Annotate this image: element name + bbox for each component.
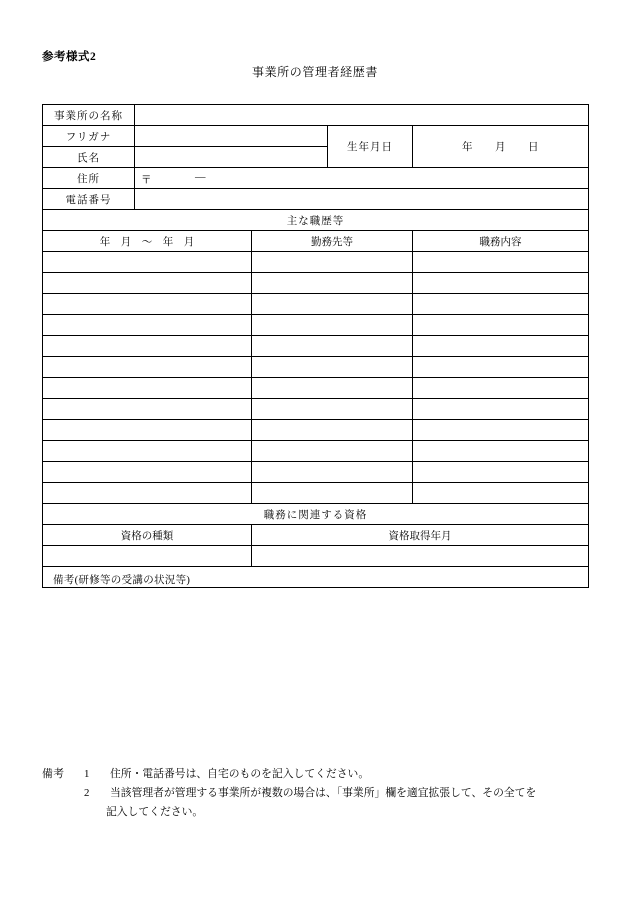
career-cell-duties[interactable] xyxy=(413,378,589,399)
table-row xyxy=(43,462,589,483)
career-cell-employer[interactable] xyxy=(252,294,413,315)
row-furigana xyxy=(43,126,589,147)
remarks-label: 備考(研修等の受講の状況等) xyxy=(53,574,191,586)
row-qualification-headers xyxy=(43,525,589,546)
dob-field[interactable]: 年 月 日 xyxy=(413,126,589,168)
career-cell-employer[interactable] xyxy=(252,336,413,357)
career-cell-employer[interactable] xyxy=(252,441,413,462)
page-title: 事業所の管理者経歴書 xyxy=(251,65,378,79)
career-cell-employer[interactable] xyxy=(252,252,413,273)
furigana-field[interactable] xyxy=(135,126,328,147)
career-cell-period[interactable] xyxy=(43,252,252,273)
career-cell-period[interactable] xyxy=(43,336,252,357)
row-phone xyxy=(43,189,589,210)
form-code: 参考様式2 xyxy=(42,51,97,63)
career-cell-employer[interactable] xyxy=(252,273,413,294)
career-cell-duties[interactable] xyxy=(413,252,589,273)
row-office-name xyxy=(43,105,589,126)
career-header-period: 年 月 ～ 年 月 xyxy=(43,231,252,252)
career-cell-duties[interactable] xyxy=(413,399,589,420)
career-cell-period[interactable] xyxy=(43,441,252,462)
career-cell-employer[interactable] xyxy=(252,399,413,420)
furigana-label: フリガナ xyxy=(43,126,135,147)
row-career-section-title xyxy=(43,210,589,231)
qualification-type-field[interactable] xyxy=(43,546,252,567)
career-cell-period[interactable] xyxy=(43,357,252,378)
office-name-field[interactable] xyxy=(135,105,589,126)
address-label: 住所 xyxy=(43,168,135,189)
footnote-number: 2 xyxy=(84,787,90,799)
career-section-title: 主な職歴等 xyxy=(43,210,589,231)
career-cell-period[interactable] xyxy=(43,273,252,294)
footnote-item xyxy=(42,784,594,803)
footnote-item xyxy=(42,765,594,784)
career-cell-employer[interactable] xyxy=(252,378,413,399)
name-field[interactable] xyxy=(135,147,328,168)
manager-career-form xyxy=(42,104,589,588)
career-cell-period[interactable] xyxy=(43,462,252,483)
career-cell-employer[interactable] xyxy=(252,357,413,378)
footnote-continuation: 記入してください。 xyxy=(106,806,204,818)
row-address xyxy=(43,168,589,189)
career-cell-period[interactable] xyxy=(43,294,252,315)
table-row xyxy=(43,252,589,273)
career-cell-duties[interactable] xyxy=(413,420,589,441)
footnote-text: 当該管理者が管理する事業所が複数の場合は、「事業所」欄を適宜拡張して、その全てを xyxy=(110,787,537,799)
footnotes-title: 備考 xyxy=(42,768,65,780)
table-row xyxy=(43,399,589,420)
table-row xyxy=(43,357,589,378)
footnotes xyxy=(42,765,594,822)
qualification-date-field[interactable] xyxy=(252,546,589,567)
career-cell-employer[interactable] xyxy=(252,462,413,483)
career-cell-employer[interactable] xyxy=(252,315,413,336)
career-cell-employer[interactable] xyxy=(252,420,413,441)
career-cell-duties[interactable] xyxy=(413,336,589,357)
phone-field[interactable] xyxy=(135,189,589,210)
table-row xyxy=(43,420,589,441)
career-cell-duties[interactable] xyxy=(413,357,589,378)
qualification-section-title: 職務に関連する資格 xyxy=(43,504,589,525)
career-header-duties: 職務内容 xyxy=(413,231,589,252)
career-cell-duties[interactable] xyxy=(413,315,589,336)
footnote-number: 1 xyxy=(84,768,90,780)
name-label: 氏名 xyxy=(43,147,135,168)
phone-label: 電話番号 xyxy=(43,189,135,210)
address-field[interactable] xyxy=(135,168,589,189)
remarks-field[interactable] xyxy=(43,567,589,588)
career-cell-period[interactable] xyxy=(43,420,252,441)
postal-code-mark: 〒 xyxy=(141,175,152,186)
career-cell-duties[interactable] xyxy=(413,462,589,483)
career-cell-period[interactable] xyxy=(43,378,252,399)
career-cell-employer[interactable] xyxy=(252,483,413,504)
career-cell-duties[interactable] xyxy=(413,273,589,294)
row-career-headers xyxy=(43,231,589,252)
table-row xyxy=(43,441,589,462)
dob-label: 生年月日 xyxy=(328,126,413,168)
footnote-text: 住所・電話番号は、自宅のものを記入してください。 xyxy=(110,768,370,780)
table-row xyxy=(43,336,589,357)
career-cell-period[interactable] xyxy=(43,399,252,420)
qualification-header-type: 資格の種類 xyxy=(43,525,252,546)
table-row xyxy=(43,483,589,504)
table-row xyxy=(43,294,589,315)
qualification-header-date: 資格取得年月 xyxy=(252,525,589,546)
postal-code-dash: — xyxy=(195,172,206,183)
career-header-employer: 勤務先等 xyxy=(252,231,413,252)
table-row xyxy=(43,315,589,336)
career-cell-duties[interactable] xyxy=(413,483,589,504)
row-remarks xyxy=(43,567,589,588)
table-row xyxy=(43,273,589,294)
office-name-label: 事業所の名称 xyxy=(43,105,135,126)
table-row xyxy=(43,378,589,399)
career-cell-duties[interactable] xyxy=(413,441,589,462)
row-qualification-entry xyxy=(43,546,589,567)
career-cell-duties[interactable] xyxy=(413,294,589,315)
career-cell-period[interactable] xyxy=(43,315,252,336)
career-cell-period[interactable] xyxy=(43,483,252,504)
row-qualification-section-title xyxy=(43,504,589,525)
